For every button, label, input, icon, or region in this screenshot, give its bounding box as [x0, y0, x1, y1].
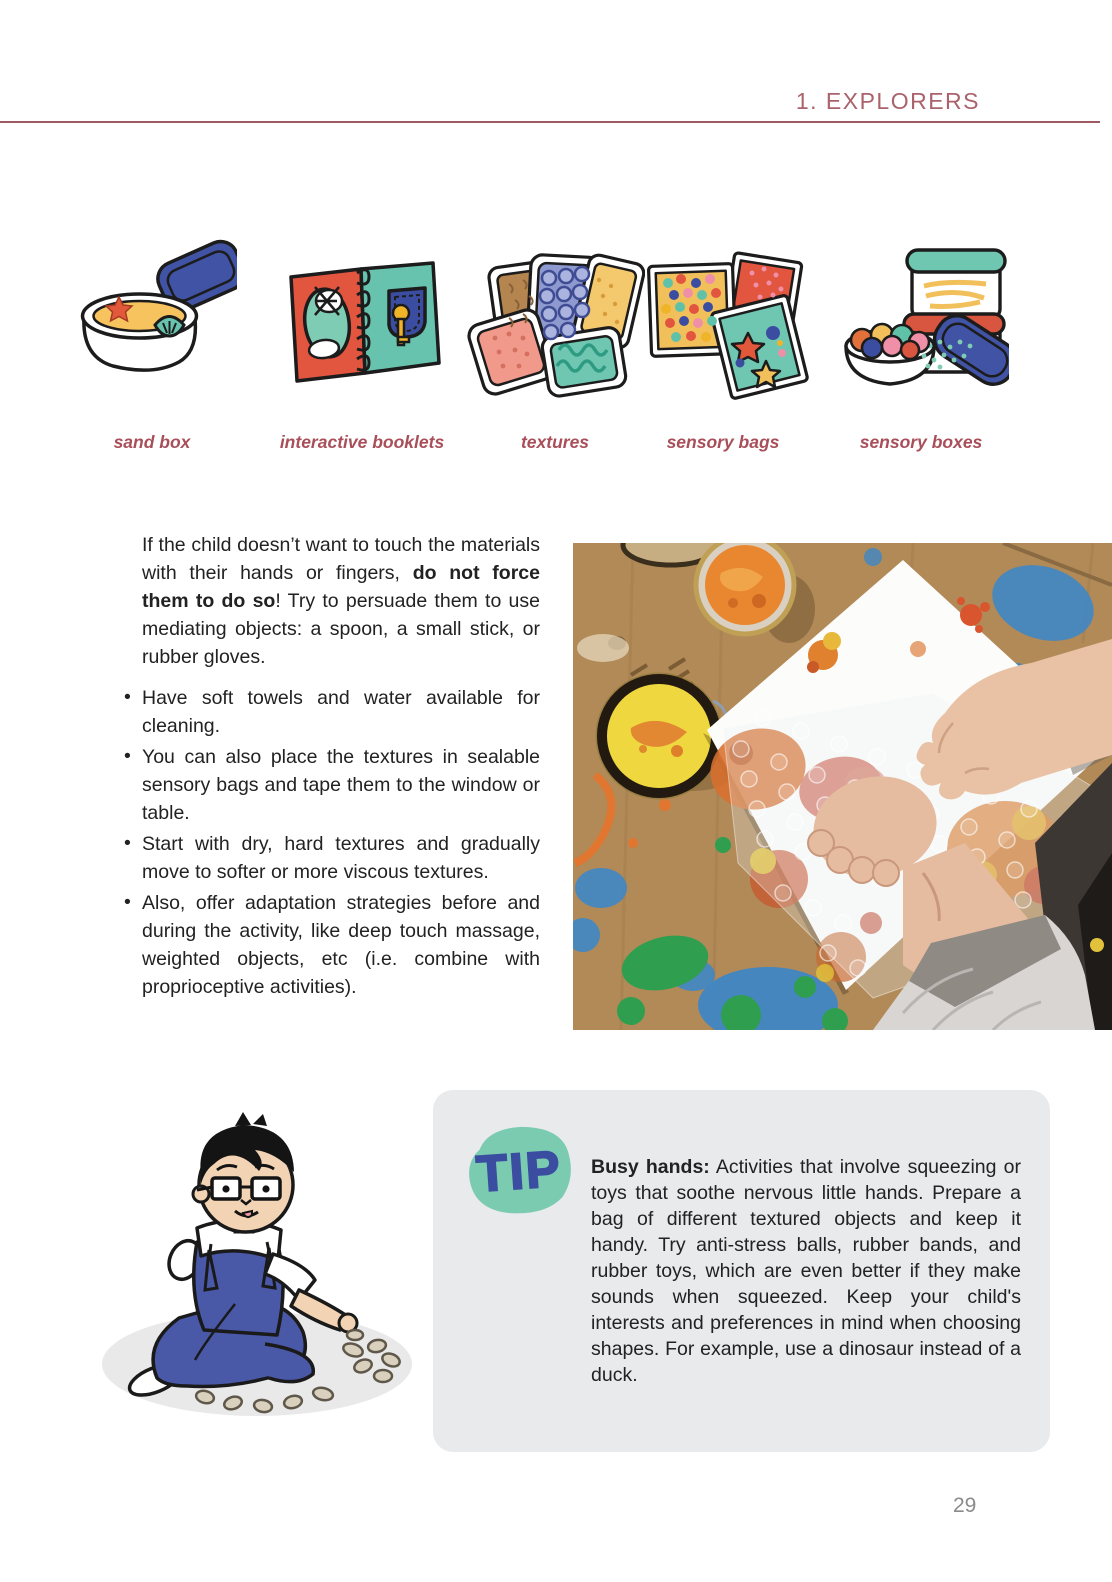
tip-badge-label: TIP	[474, 1139, 564, 1203]
figure-interactive-booklets	[262, 230, 462, 453]
list-item: • Also, offer adaptation strategies before and during the activity, like deep touch massage, weighted objects, etc (i.e. combine with proprioceptive activities).	[123, 889, 540, 1001]
figure-sensory-boxes	[821, 230, 1021, 453]
body-text-column	[142, 531, 540, 1004]
interactive-booklets-icon	[277, 230, 447, 408]
label-sensory-bags: sensory bags	[666, 432, 780, 452]
intro-post: ! Try to persuade them to use mediating objects: a spoon, a small stick, or rubber gloves.	[142, 590, 540, 668]
bullet-list	[123, 684, 540, 1001]
label-sensory-boxes: sensory boxes	[859, 432, 983, 452]
child-illustration	[85, 1092, 430, 1437]
tip-text	[591, 1154, 1021, 1388]
label-sand-box: sand box	[113, 432, 191, 452]
activity-photo	[573, 543, 1112, 1030]
label-interactive-booklets: interactive booklets	[279, 432, 445, 452]
sensory-boxes-icon	[834, 230, 1009, 408]
page-number: 29	[953, 1494, 977, 1517]
tip-body: Activities that involve squeezing or toys that soothe nervous little hands. Prepare a bag of different textured objects and keep it handy. Try anti-stress balls, rubber bands, and rubber toys, which are even better if they make sounds when squeezed. Keep your child's interests and preferences in mind when choosing shapes. For example, use a dinosaur instead of a duck.	[591, 1156, 1021, 1386]
list-item: • You can also place the textures in sealable sensory bags and tape them to the window or table.	[123, 743, 540, 827]
header-divider	[0, 121, 1100, 123]
sensory-bags-icon	[636, 230, 811, 408]
intro-paragraph	[142, 531, 540, 671]
figure-sensory-bags	[623, 230, 823, 453]
page-title: 1. EXPLORERS	[795, 88, 980, 114]
intro-bold: do not force them to do so	[142, 562, 540, 612]
intro-pre: If the child doesn’t want to touch the materials with their hands or fingers,	[142, 534, 540, 584]
tip-lead: Busy hands:	[591, 1156, 710, 1178]
sand-box-icon	[67, 230, 237, 408]
tip-badge-icon	[459, 1120, 577, 1222]
list-item: • Have soft towels and water available for cleaning.	[123, 684, 540, 740]
list-item: • Start with dry, hard textures and gradually move to softer or more viscous textures.	[123, 830, 540, 886]
textures-icon	[465, 230, 645, 408]
figure-sand-box	[52, 230, 252, 453]
label-textures: textures	[520, 432, 590, 452]
tip-box	[433, 1090, 1050, 1452]
